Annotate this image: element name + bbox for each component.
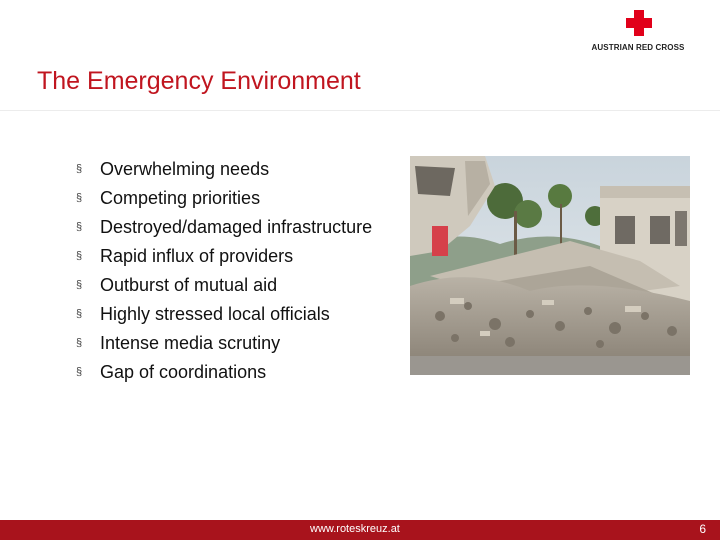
logo-org-name: AUSTRIAN RED CROSS	[591, 43, 685, 52]
austrian-red-cross-logo	[583, 10, 693, 58]
bullet-mark: §	[76, 192, 83, 204]
bullet-mark: §	[76, 250, 83, 262]
bullet-text: Highly stressed local officials	[100, 304, 330, 324]
footer-bar	[0, 520, 720, 540]
bullet-text: Outburst of mutual aid	[100, 275, 278, 295]
bullet-text: Competing priorities	[100, 188, 261, 208]
bullet-text: Overwhelming needs	[100, 159, 270, 179]
title-divider	[0, 110, 720, 111]
bullet-mark: §	[76, 308, 83, 320]
bullet-text: Intense media scrutiny	[100, 333, 281, 353]
bullet-mark: §	[76, 163, 83, 175]
collapsed-building-photo	[410, 156, 690, 375]
footer-url: www.roteskreuz.at	[310, 523, 400, 535]
bullet-mark: §	[76, 366, 83, 378]
bullet-mark: §	[76, 221, 83, 233]
red-cross-icon	[626, 10, 652, 36]
bullet-mark: §	[76, 279, 83, 291]
bullet-text: Rapid influx of providers	[100, 246, 294, 266]
page-number: 6	[699, 522, 706, 536]
slide-title: The Emergency Environment	[37, 67, 361, 95]
bullet-text: Gap of coordinations	[100, 362, 267, 382]
bullet-text: Destroyed/damaged infrastructure	[100, 217, 373, 237]
bullet-mark: §	[76, 337, 83, 349]
